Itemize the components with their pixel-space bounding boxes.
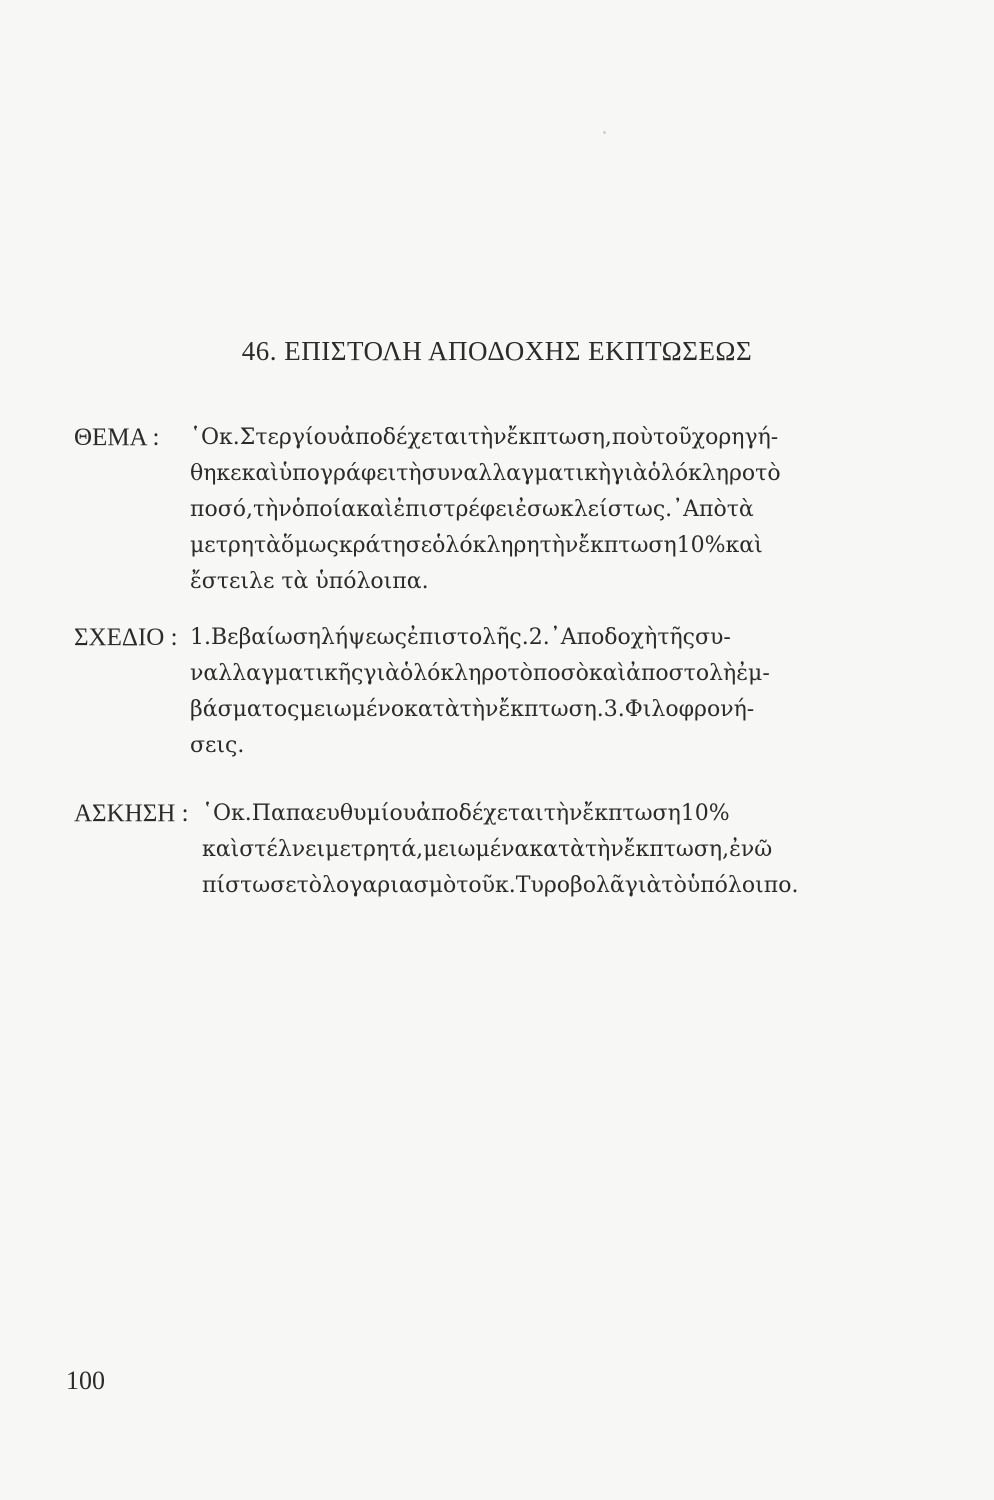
word: ἐνῶ bbox=[729, 837, 773, 862]
word: συ- bbox=[695, 625, 731, 650]
word: κράτησε bbox=[338, 533, 433, 558]
word: βάσματος bbox=[190, 697, 300, 722]
word: ἐπιστολῆς. bbox=[406, 625, 529, 650]
word: ἐπιστρέφει bbox=[393, 497, 516, 522]
word: τὸ bbox=[296, 873, 323, 898]
word: κ. bbox=[495, 873, 516, 898]
section-body-schedio bbox=[190, 620, 880, 764]
word: Βεβαίωση bbox=[211, 625, 321, 650]
word: μειωμένο bbox=[299, 697, 405, 722]
word: ἀποστολὴ bbox=[626, 661, 737, 686]
word: ἔκπτωση, bbox=[623, 837, 730, 862]
text-line bbox=[190, 456, 880, 492]
word: ναλλαγματικῆς bbox=[190, 661, 364, 686]
word: ῾Ο bbox=[202, 801, 232, 826]
word: ὁλόκληρο bbox=[647, 461, 756, 486]
text-line bbox=[202, 832, 892, 868]
word: ἔκπτωση, bbox=[506, 425, 612, 450]
section-label-thema: ΘΕΜΑ : bbox=[74, 424, 160, 451]
word: Στεργίου bbox=[239, 425, 341, 450]
word: τὰ bbox=[726, 497, 754, 522]
text-line bbox=[190, 420, 880, 456]
word: ἐσωκλείστως. bbox=[515, 497, 673, 522]
text-line bbox=[202, 796, 892, 832]
word: μετρητά, bbox=[325, 837, 424, 862]
word: καὶ bbox=[241, 461, 279, 486]
paper-speck bbox=[603, 131, 606, 134]
word: ὑπόλοιπο. bbox=[686, 873, 799, 898]
word: καὶ bbox=[202, 837, 240, 862]
word: τοῦ bbox=[652, 425, 692, 450]
text-line bbox=[202, 868, 892, 904]
section-label-askisi: ΑΣΚΗΣΗ : bbox=[74, 800, 189, 827]
word: τὸ bbox=[507, 661, 533, 686]
text-line bbox=[190, 656, 880, 692]
word: ποσό, bbox=[190, 497, 253, 522]
word: τὴν bbox=[252, 497, 292, 522]
word: γιὰ bbox=[611, 461, 648, 486]
section-body-thema bbox=[190, 420, 880, 600]
word: καὶ bbox=[356, 497, 394, 522]
word: ὅμως bbox=[281, 533, 339, 558]
section-body-askisi bbox=[202, 796, 892, 904]
word: τὸ bbox=[661, 873, 687, 898]
word: λογαριασμὸ bbox=[322, 873, 457, 898]
word: κατὰ bbox=[529, 837, 586, 862]
word: θηκε bbox=[190, 461, 242, 486]
word: γιὰ bbox=[624, 873, 662, 898]
word: γιὰ bbox=[363, 661, 400, 686]
word: ἔκπτωση bbox=[578, 533, 677, 558]
section-label-schedio: ΣΧΕΔΙΟ : bbox=[74, 624, 178, 651]
word: τὴν bbox=[459, 697, 499, 722]
word: 3. bbox=[603, 697, 625, 722]
word: ποσὸ bbox=[532, 661, 589, 686]
word: λήψεως bbox=[320, 625, 407, 650]
word: ποὺ bbox=[611, 425, 653, 450]
word: ἔκπτωση. bbox=[498, 697, 604, 722]
word: 1. bbox=[190, 625, 211, 650]
word: Φιλοφρονή- bbox=[624, 697, 755, 722]
word: πίστωσε bbox=[202, 873, 297, 898]
word: ὁποία bbox=[291, 497, 357, 522]
word: τὴν bbox=[543, 801, 583, 826]
word: 10 bbox=[680, 801, 709, 826]
word: 2. bbox=[528, 625, 550, 650]
word: συναλλαγματικὴ bbox=[421, 461, 612, 486]
word: κ. bbox=[219, 425, 240, 450]
text-line bbox=[190, 528, 880, 564]
text-line bbox=[190, 620, 880, 656]
word: Τυροβολᾶ bbox=[515, 873, 625, 898]
word: τῆς bbox=[657, 625, 695, 650]
word: % bbox=[704, 533, 726, 558]
word: ᾿Αποδοχὴ bbox=[549, 625, 658, 650]
word: καὶ bbox=[725, 533, 763, 558]
word: 10 bbox=[676, 533, 705, 558]
word: % bbox=[708, 801, 730, 826]
word: στέλνει bbox=[239, 837, 326, 862]
word: Παπαευθυμίου bbox=[251, 801, 417, 826]
word: ᾿Απὸ bbox=[672, 497, 727, 522]
word: μειωμένα bbox=[423, 837, 530, 862]
word: χορηγή- bbox=[691, 425, 779, 450]
page-number: 100 bbox=[66, 1366, 105, 1395]
text-line bbox=[190, 692, 880, 728]
word: τοῦ bbox=[456, 873, 496, 898]
text-line: σεις. bbox=[190, 733, 245, 758]
page-title: 46. ΕΠΙΣΤΟΛΗ ΑΠΟΔΟΧΗΣ ΕΚΠΤΩΣΕΩΣ bbox=[241, 336, 753, 366]
word: μετρητὰ bbox=[190, 533, 282, 558]
word: ἔκπτωση bbox=[582, 801, 681, 826]
word: ῾Ο bbox=[190, 425, 220, 450]
word: τὴν bbox=[585, 837, 624, 862]
word: καὶ bbox=[588, 661, 627, 686]
word: τὸ bbox=[755, 461, 781, 486]
word: κατὰ bbox=[404, 697, 460, 722]
word: ὁλόκληρη bbox=[432, 533, 540, 558]
word: ἀποδέχεται bbox=[416, 801, 544, 826]
word: τὴ bbox=[396, 461, 422, 486]
word: κ. bbox=[231, 801, 252, 826]
word: ὑπογράφει bbox=[278, 461, 397, 486]
word: τὴν bbox=[539, 533, 579, 558]
word: ἐμ- bbox=[736, 661, 770, 686]
word: ὁλόκληρο bbox=[399, 661, 508, 686]
text-line: ἔστειλε τὰ ὑπόλοιπα. bbox=[190, 569, 429, 594]
word: ἀποδέχεται bbox=[340, 425, 468, 450]
text-line bbox=[190, 492, 880, 528]
word: τὴν bbox=[467, 425, 507, 450]
